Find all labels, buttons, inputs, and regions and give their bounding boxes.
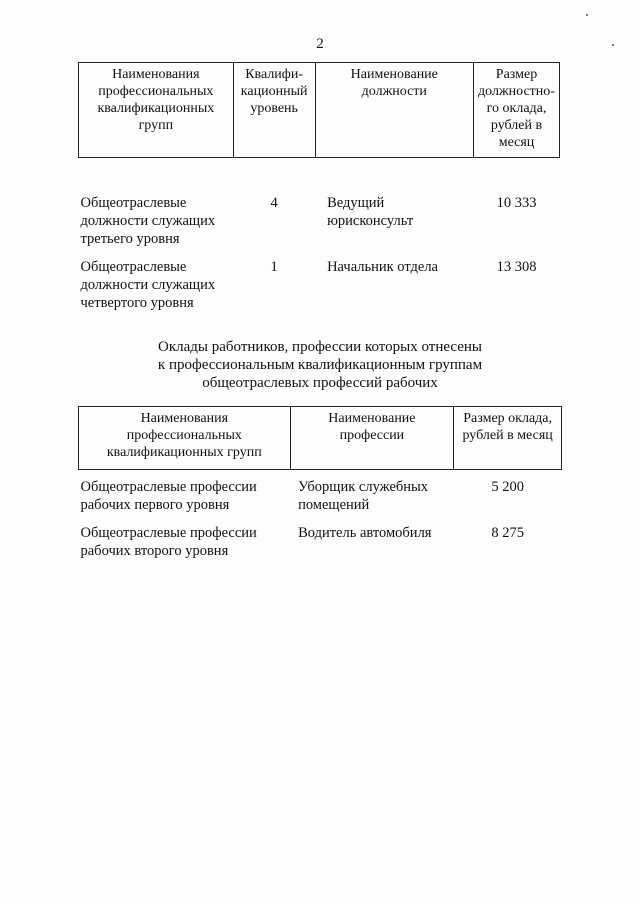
position-cell: Начальник отдела (327, 259, 438, 275)
positions-salary-table (78, 62, 560, 312)
table1-header-position: Наименование должности (315, 63, 473, 158)
group-cell: Общеотраслевые должности служащих четвертого уровня (80, 259, 216, 311)
table2-header-group: Наименования профессиональных квалификационных групп (79, 407, 291, 470)
profession-cell: Водитель автомобиля (298, 525, 432, 541)
group-cell: Общеотраслевые должности служащих третьего уровня (80, 195, 216, 247)
table1-header-salary: Размер должностно- го оклада, рублей в месяц (474, 63, 560, 158)
salary-cell: 8 275 (491, 525, 524, 541)
profession-cell: Уборщик служебных помещений (298, 479, 429, 513)
scan-speck (612, 44, 614, 46)
level-cell: 4 (270, 195, 278, 211)
level-cell: 1 (270, 259, 278, 275)
scan-speck (586, 14, 588, 16)
table2-header-salary: Размер оклада, рублей в месяц (454, 407, 562, 470)
table2-header-row (79, 407, 562, 470)
table1-header-group: Наименования профессиональных квалификационных групп (79, 63, 234, 158)
salary-cell: 5 200 (491, 479, 524, 495)
table-row (79, 524, 562, 560)
table2-header-profession: Наименование профессии (290, 407, 454, 470)
table-row (79, 258, 560, 312)
group-cell: Общеотраслевые профессии рабочих второго уровня (80, 525, 257, 559)
section-title: Оклады работников, профессии которых отнесены к профессиональным квалификационным группам общеотраслевых профессий рабочих (157, 339, 483, 391)
position-cell: Ведущий юрисконсульт (327, 195, 414, 229)
table1-header-row (79, 63, 560, 158)
table-row (79, 194, 560, 258)
table1-header-level: Квалифи- кационный уровень (233, 63, 315, 158)
page-number: 2 (316, 36, 324, 52)
group-cell: Общеотраслевые профессии рабочих первого уровня (80, 479, 257, 513)
table-row (79, 478, 562, 524)
professions-salary-table (78, 406, 562, 560)
salary-cell: 13 308 (496, 259, 537, 275)
salary-cell: 10 333 (496, 195, 537, 211)
